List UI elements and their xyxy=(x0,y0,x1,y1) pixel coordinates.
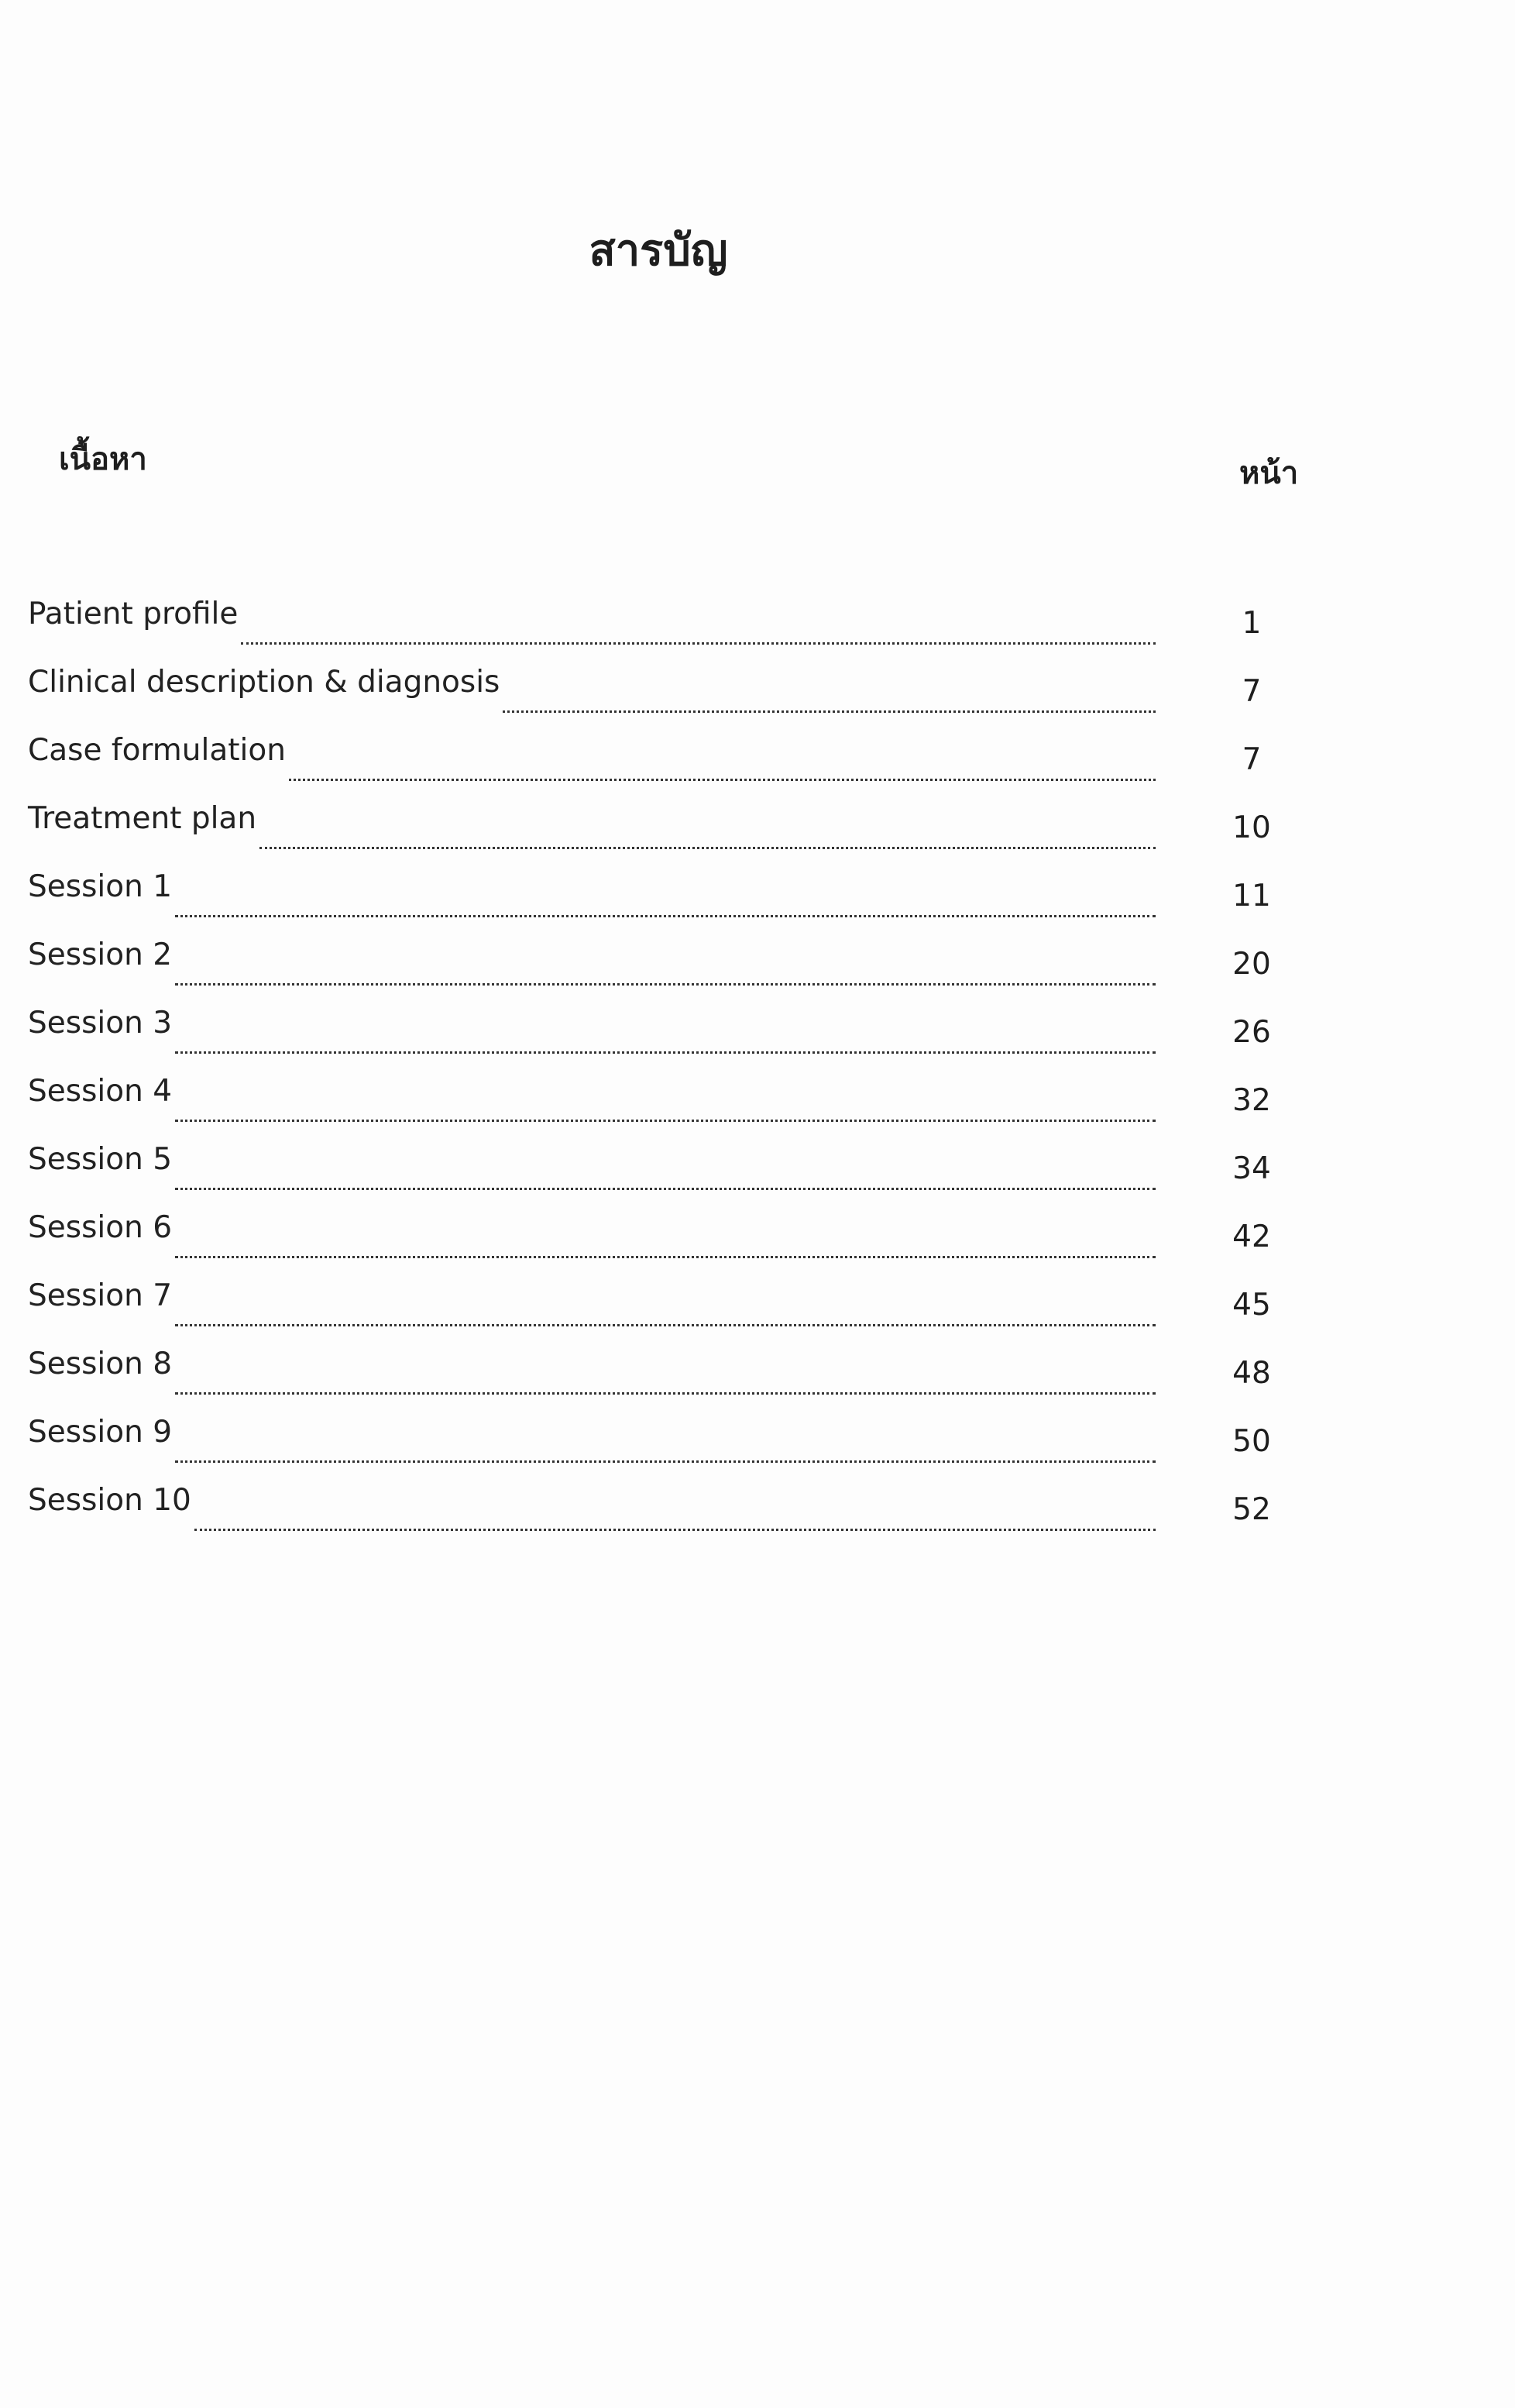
content-column-header: เนื้อหา xyxy=(59,442,147,477)
toc-entry-label: Session 5 xyxy=(28,1142,173,1177)
toc-entry-page: 1 xyxy=(1242,606,1262,641)
toc-entry[interactable] xyxy=(28,597,1298,665)
toc-entry[interactable] xyxy=(28,937,1298,1006)
dot-leader xyxy=(175,1051,1156,1054)
dot-leader xyxy=(175,983,1156,986)
toc-entry[interactable] xyxy=(28,1142,1298,1210)
toc-entry-page: 42 xyxy=(1232,1219,1271,1254)
toc-entry-label: Treatment plan xyxy=(28,801,257,836)
toc-entry[interactable] xyxy=(28,665,1298,733)
dot-leader xyxy=(175,915,1156,917)
dot-leader xyxy=(241,642,1156,645)
toc-entry[interactable] xyxy=(28,733,1298,801)
dot-leader xyxy=(175,1460,1156,1463)
dot-leader xyxy=(503,710,1156,713)
toc-entry[interactable] xyxy=(28,801,1298,869)
toc-entry-page: 45 xyxy=(1232,1288,1271,1323)
toc-entry-label: Session 1 xyxy=(28,869,173,904)
toc-entry-label: Clinical description & diagnosis xyxy=(28,665,500,700)
toc-entry[interactable] xyxy=(28,1006,1298,1074)
dot-leader xyxy=(175,1324,1156,1326)
toc-entry-page: 32 xyxy=(1232,1083,1271,1118)
toc-entry[interactable] xyxy=(28,1278,1298,1347)
toc-entry-page: 10 xyxy=(1232,810,1271,845)
toc-entry[interactable] xyxy=(28,1415,1298,1483)
dot-leader xyxy=(175,1256,1156,1258)
page-column-header: หน้า xyxy=(1239,456,1299,491)
toc-entry-label: Session 6 xyxy=(28,1210,173,1245)
toc-entry-label: Case formulation xyxy=(28,733,286,768)
toc-entry-label: Session 3 xyxy=(28,1006,173,1041)
toc-entry-label: Session 10 xyxy=(28,1483,191,1518)
dot-leader xyxy=(175,1120,1156,1122)
page-title: สารบัญ xyxy=(589,225,728,276)
dot-leader xyxy=(175,1188,1156,1190)
toc-entry-page: 48 xyxy=(1232,1356,1271,1391)
toc-entry-page: 7 xyxy=(1242,674,1262,709)
toc-entry-page: 7 xyxy=(1242,742,1262,777)
toc-entry[interactable] xyxy=(28,1074,1298,1142)
toc-entry-label: Session 9 xyxy=(28,1415,173,1450)
toc-entry[interactable] xyxy=(28,1347,1298,1415)
toc-entry-label: Session 2 xyxy=(28,937,173,972)
toc-entry-label: Patient profile xyxy=(28,597,239,631)
dot-leader xyxy=(289,779,1156,781)
toc-entry-label: Session 7 xyxy=(28,1278,173,1313)
toc-entry-page: 52 xyxy=(1232,1492,1271,1527)
toc-entry-page: 20 xyxy=(1232,947,1271,982)
dot-leader xyxy=(175,1392,1156,1395)
toc-entry-page: 11 xyxy=(1232,879,1271,913)
toc-entry-page: 50 xyxy=(1232,1424,1271,1459)
toc-entry[interactable] xyxy=(28,1210,1298,1278)
toc-entry[interactable] xyxy=(28,1483,1298,1551)
table-of-contents xyxy=(28,597,1298,1551)
dot-leader xyxy=(194,1529,1156,1531)
toc-entry-label: Session 4 xyxy=(28,1074,173,1109)
toc-entry-label: Session 8 xyxy=(28,1347,173,1381)
toc-entry-page: 34 xyxy=(1232,1151,1271,1186)
toc-entry-page: 26 xyxy=(1232,1015,1271,1050)
toc-entry[interactable] xyxy=(28,869,1298,937)
dot-leader xyxy=(259,847,1156,849)
